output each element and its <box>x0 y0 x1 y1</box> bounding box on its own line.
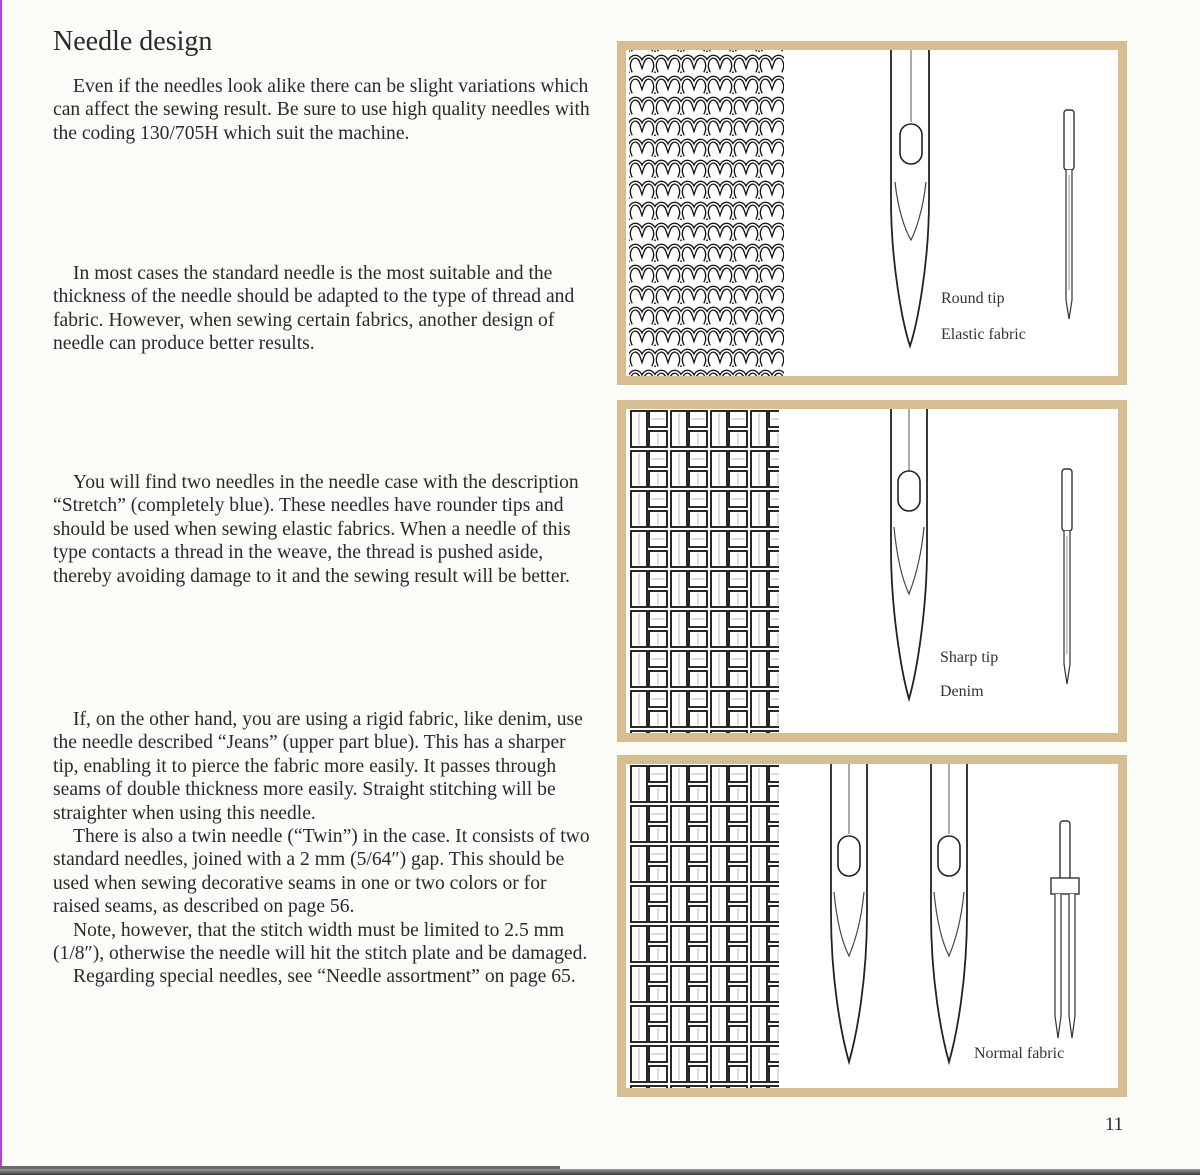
paragraph-group-jeans-twin <box>53 708 593 989</box>
fabric-label: Elastic fabric <box>941 326 1026 343</box>
needle-tip-closeup-icon <box>881 409 941 709</box>
needle-tip-closeup-icon <box>881 50 941 355</box>
paragraph-stitch-width-note <box>53 919 593 966</box>
paragraph-needle-quality <box>53 75 593 145</box>
twin-needle-icon <box>1041 816 1091 1046</box>
needle-tip-closeup-icon <box>821 764 881 1069</box>
needle-full-icon <box>1054 464 1082 689</box>
needle-tip-closeup-icon <box>921 764 981 1069</box>
paragraph-text: Note, however, that the stitch width must be limited to 2.5 mm (1/8″), otherwise the needle will hit the stitch plate and be damaged. <box>53 919 588 965</box>
paragraph-text: You will find two needles in the needle case with the description “Stretch” (completely blue). These needles have rounder tips and should be used when sewing elastic fabrics. When a needle of this type contacts a thread in the weave, the thread is pushed aside, thereby avoiding damage to it and the sewing result will be better. <box>53 472 579 587</box>
illustration-round-tip <box>617 41 1127 385</box>
paragraph-text: There is also a twin needle (“Twin”) in the case. It consists of two standard needles, joined with a 2 mm (5/64″) gap. This should be used when sewing decorative seams in one or two colors or for raised seams, as described on page 56. <box>53 826 590 918</box>
illustration-twin-needle <box>617 755 1127 1097</box>
paragraph-special-needles <box>53 965 593 988</box>
paragraph-jeans-needle <box>53 708 593 825</box>
paragraph-text: Regarding special needles, see “Needle assortment” on page 65. <box>73 966 576 988</box>
tip-label: Round tip <box>941 290 1005 307</box>
paragraph-text: In most cases the standard needle is the most suitable and the thickness of the needle should be adapted to the type of thread and fabric. However, when sewing certain fabrics, another design of needle can produce better results. <box>53 263 575 355</box>
page-edge-left <box>0 0 2 1175</box>
woven-fabric-illustration <box>629 764 779 1089</box>
knit-fabric-illustration <box>629 50 784 380</box>
paragraph-stretch-needle <box>53 471 593 588</box>
fabric-label: Normal fabric <box>974 1045 1065 1062</box>
paragraph-twin-needle <box>53 825 593 919</box>
paragraph-text: Even if the needles look alike there can be slight variations which can affect the sewing result. Be sure to use high quality needles with the coding 130/705H which suit the machine. <box>53 76 590 144</box>
fabric-label: Denim <box>940 683 984 700</box>
paragraph-standard-needle <box>53 262 593 356</box>
paragraph-text: If, on the other hand, you are using a rigid fabric, like denim, use the needle described “Jeans” (upper part blue). This has a sharper tip, enabling it to pierce the fabric more easily. It passes through seams of double thickness more easily. Straight stitching will be straighter when using this needle. <box>53 709 583 824</box>
illustration-sharp-tip <box>617 400 1127 742</box>
page-edge-bottom <box>0 1169 1200 1175</box>
tip-label: Sharp tip <box>940 649 999 666</box>
needle-full-icon <box>1056 105 1084 325</box>
page-number: 11 <box>1105 1114 1124 1135</box>
page-title: Needle design <box>53 26 213 57</box>
woven-fabric-illustration <box>629 409 779 734</box>
